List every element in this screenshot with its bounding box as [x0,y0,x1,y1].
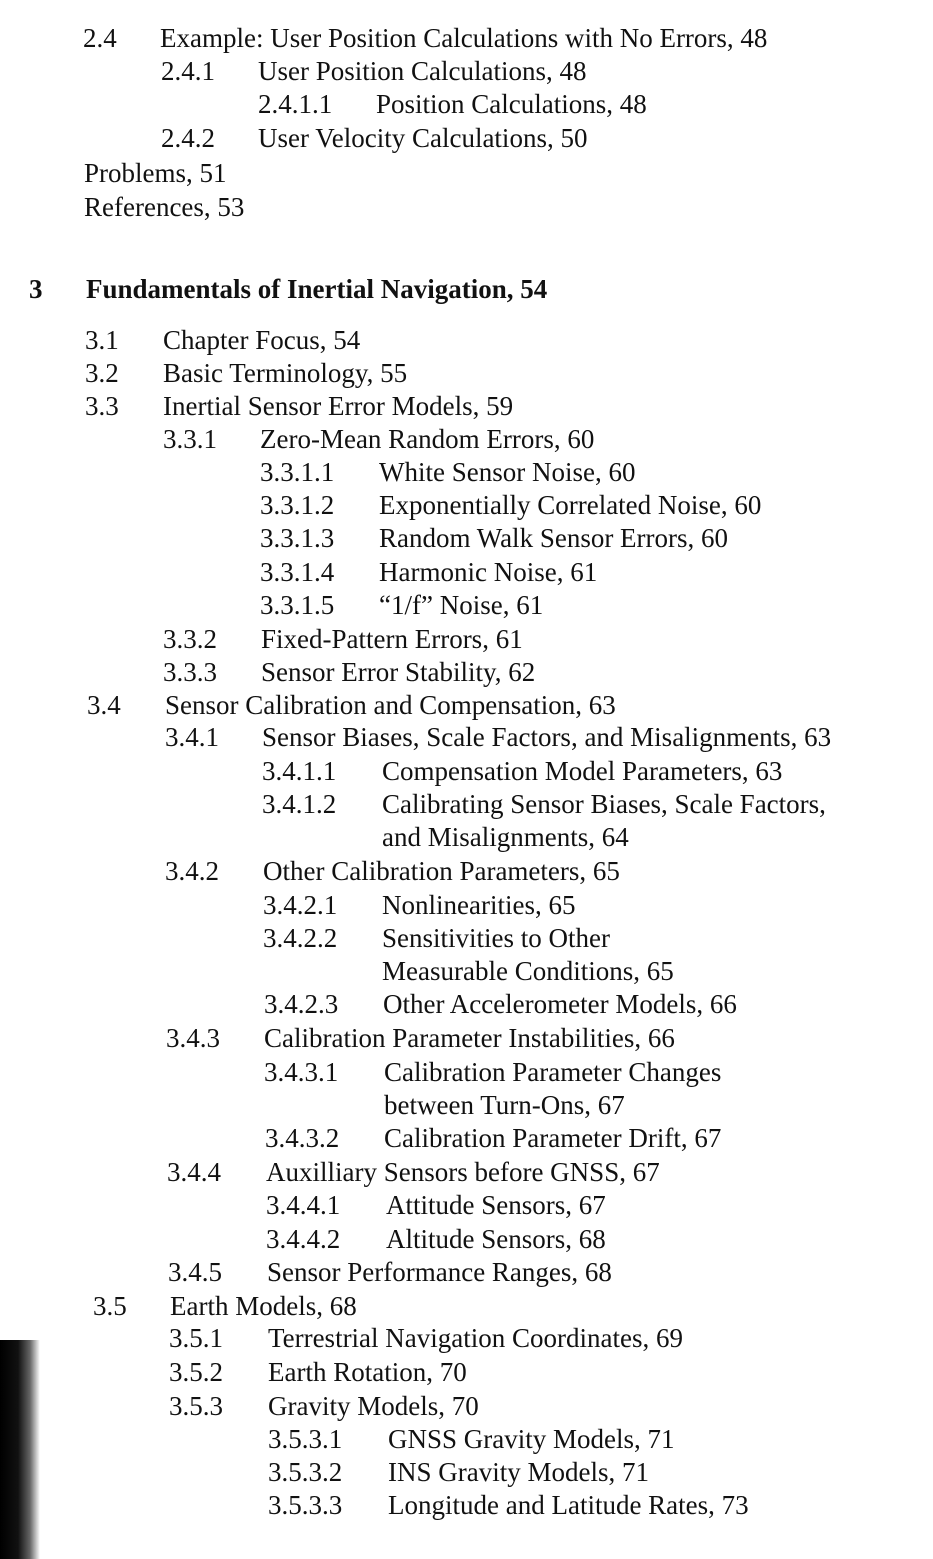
section-title: Auxilliary Sensors before GNSS, 67 [266,1157,660,1187]
section-title: Harmonic Noise, 61 [379,557,598,587]
section-title: Problems, 51 [84,158,227,188]
section-number: 3.4.1.2 [262,789,337,819]
section-number: 3.4.2.3 [264,989,339,1019]
section-number: 3.4.1.1 [262,756,337,786]
section-title: Position Calculations, 48 [376,89,647,119]
section-title: Sensitivities to Other [382,923,610,953]
section-number: 3.3.1 [163,424,217,454]
section-title: and Misalignments, 64 [382,822,629,852]
section-title: Exponentially Correlated Noise, 60 [379,490,762,520]
section-title: Calibration Parameter Instabilities, 66 [264,1023,675,1053]
section-title: INS Gravity Models, 71 [388,1457,649,1487]
section-number: 3.3.1.1 [260,457,335,487]
section-title: Sensor Calibration and Compensation, 63 [165,690,616,720]
section-number: 3.3.2 [163,624,217,654]
section-title: Calibration Parameter Drift, 67 [384,1123,722,1153]
section-number: 3.4.3 [166,1023,220,1053]
section-title: Compensation Model Parameters, 63 [382,756,783,786]
section-title: Earth Models, 68 [170,1291,357,1321]
section-number: 2.4.1 [161,56,215,86]
section-number: 2.4 [83,23,117,53]
section-number: 3.5.3 [169,1391,223,1421]
section-number: 3.3.1.4 [260,557,335,587]
section-number: 3.4.1 [165,722,219,752]
section-title: Basic Terminology, 55 [163,358,408,388]
section-title: Attitude Sensors, 67 [386,1190,606,1220]
section-title: GNSS Gravity Models, 71 [388,1424,675,1454]
section-title: Other Calibration Parameters, 65 [263,856,620,886]
section-number: 3.3.1.2 [260,490,335,520]
section-title: Earth Rotation, 70 [268,1357,467,1387]
section-number: 3.4.5 [168,1257,222,1287]
section-number: 3.3.3 [163,657,217,687]
section-number: 2.4.1.1 [258,89,333,119]
section-number: 3.4.4.2 [266,1224,341,1254]
section-title: Fixed-Pattern Errors, 61 [261,624,523,654]
section-title: Sensor Performance Ranges, 68 [267,1257,612,1287]
section-title: Calibrating Sensor Biases, Scale Factors, [382,789,826,819]
section-number: 3.3 [85,391,119,421]
section-title: Other Accelerometer Models, 66 [383,989,737,1019]
section-number: 3.4 [87,690,121,720]
section-number: 3.4.3.1 [264,1057,339,1087]
section-number: 3.5 [93,1291,127,1321]
section-title: White Sensor Noise, 60 [379,457,636,487]
section-number: 3.4.4.1 [266,1190,341,1220]
section-number: 3.5.1 [169,1323,223,1353]
section-number: 3.3.1.3 [260,523,335,553]
section-number: 3.5.3.2 [268,1457,343,1487]
section-title: Nonlinearities, 65 [382,890,576,920]
section-number: 3.1 [85,325,119,355]
section-number: 3.4.3.2 [265,1123,340,1153]
page-edge-shadow [0,1340,40,1559]
section-title: Zero-Mean Random Errors, 60 [260,424,595,454]
section-number: 3.2 [85,358,119,388]
section-title: between Turn-Ons, 67 [384,1090,625,1120]
section-number: 3.4.2.1 [263,890,338,920]
section-title: Terrestrial Navigation Coordinates, 69 [268,1323,683,1353]
section-title: Longitude and Latitude Rates, 73 [388,1490,749,1520]
section-title: Sensor Biases, Scale Factors, and Misalignments, 63 [262,722,832,752]
section-number: 3.5.3.3 [268,1490,343,1520]
section-title: Random Walk Sensor Errors, 60 [379,523,729,553]
section-title: Sensor Error Stability, 62 [261,657,536,687]
section-number: 3.5.2 [169,1357,223,1387]
section-number: 3.5.3.1 [268,1424,343,1454]
chapter-title: Fundamentals of Inertial Navigation, 54 [86,274,548,304]
section-title: Gravity Models, 70 [268,1391,479,1421]
section-number: 3.4.2 [165,856,219,886]
section-title: Altitude Sensors, 68 [386,1224,606,1254]
section-title: User Velocity Calculations, 50 [258,123,588,153]
section-number: 3.4.4 [167,1157,221,1187]
section-number: 3.3.1.5 [260,590,335,620]
section-number: 2.4.2 [161,123,215,153]
section-title: User Position Calculations, 48 [258,56,587,86]
section-title: References, 53 [84,192,245,222]
section-title: Example: User Position Calculations with No Errors, 48 [160,23,768,53]
section-number: 3.4.2.2 [263,923,338,953]
chapter-number: 3 [29,274,43,304]
section-title: Calibration Parameter Changes [384,1057,722,1087]
section-title: Inertial Sensor Error Models, 59 [163,391,514,421]
section-title: Measurable Conditions, 65 [382,956,674,986]
section-title: “1/f” Noise, 61 [379,590,544,620]
section-title: Chapter Focus, 54 [163,325,361,355]
